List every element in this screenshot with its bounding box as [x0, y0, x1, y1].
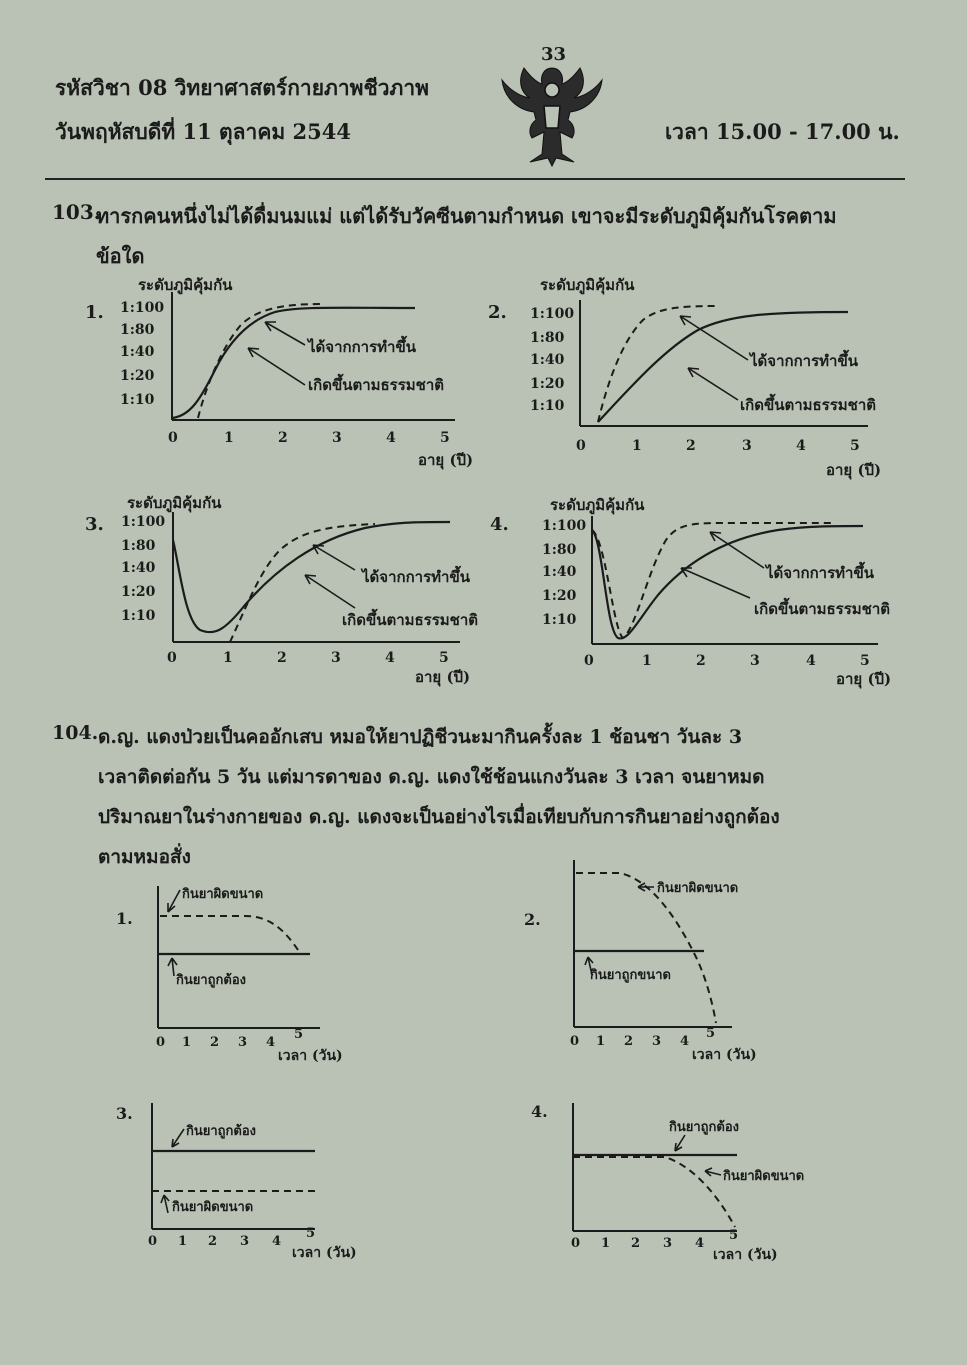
dashed-curve-label: ได้จากการทำขึ้น	[750, 352, 858, 370]
q104-text-line3: ปริมาณยาในร่างกายของ ด.ญ. แดงจะเป็นอย่างไรเมื่อเทียบกับการกินยาอย่างถูกต้อง	[98, 806, 780, 828]
x-axis-label: เวลา (วัน)	[278, 1048, 343, 1064]
q103-option-3-graph	[85, 490, 505, 685]
svg-text:5: 5	[294, 1027, 304, 1042]
svg-text:5: 5	[860, 653, 870, 669]
svg-text:0: 0	[584, 653, 594, 669]
svg-text:1:10: 1:10	[121, 608, 156, 624]
svg-text:3: 3	[750, 653, 760, 669]
option-label: 3.	[85, 514, 104, 535]
svg-text:1:100: 1:100	[542, 518, 587, 534]
svg-text:5: 5	[729, 1228, 739, 1243]
x-axis-label: อายุ (ปี)	[418, 451, 474, 469]
y-axis-label: ระดับภูมิคุ้มกัน	[550, 496, 645, 514]
q104-text-line4: ตามหมอสั่ง	[98, 846, 191, 868]
solid-curve-label: เกิดขึ้นตามธรรมชาติ	[308, 376, 445, 394]
svg-text:4: 4	[386, 430, 396, 446]
q103-option-4-graph	[488, 490, 918, 690]
svg-text:1: 1	[178, 1234, 188, 1249]
page-number: 33	[541, 44, 567, 65]
svg-text:3: 3	[663, 1236, 673, 1251]
svg-text:2: 2	[624, 1034, 634, 1049]
x-axis-label: เวลา (วัน)	[713, 1247, 778, 1263]
dashed-line-label: กินยาผิดขนาด	[172, 1200, 254, 1215]
solid-line-label: กินยาถูกขนาด	[590, 968, 671, 983]
garuda-emblem-icon	[500, 58, 605, 168]
svg-text:2: 2	[277, 650, 287, 666]
solid-line-label: กินยาถูกต้อง	[669, 1120, 740, 1135]
svg-text:0: 0	[570, 1034, 580, 1049]
svg-text:1:10: 1:10	[120, 392, 155, 408]
y-axis-label: ระดับภูมิคุ้มกัน	[127, 494, 222, 512]
option-label: 3.	[116, 1104, 133, 1123]
svg-text:1:40: 1:40	[120, 344, 155, 360]
q103-option-1-graph	[80, 270, 480, 475]
svg-text:3: 3	[332, 430, 342, 446]
svg-text:1:100: 1:100	[121, 514, 166, 530]
svg-text:1:40: 1:40	[530, 352, 565, 368]
svg-text:0: 0	[168, 430, 178, 446]
q104-number: 104.	[52, 722, 99, 744]
x-axis-label: เวลา (วัน)	[692, 1047, 757, 1063]
option-label: 2.	[488, 302, 507, 323]
y-axis-label: ระดับภูมิคุ้มกัน	[138, 276, 233, 294]
option-label: 2.	[524, 910, 541, 929]
option-label: 4.	[531, 1102, 548, 1121]
dashed-curve-label: ได้จากการทำขึ้น	[308, 338, 416, 356]
option-label: 1.	[85, 302, 104, 323]
solid-curve-label: เกิดขึ้นตามธรรมชาติ	[754, 600, 891, 618]
dashed-curve-label: ได้จากการทำขึ้น	[766, 564, 874, 582]
svg-text:4: 4	[695, 1236, 705, 1251]
svg-text:1:100: 1:100	[120, 300, 165, 316]
svg-text:2: 2	[208, 1234, 218, 1249]
svg-text:1: 1	[632, 438, 642, 454]
svg-text:1:20: 1:20	[542, 588, 577, 604]
svg-text:1:20: 1:20	[121, 584, 156, 600]
dashed-line-label: กินยาผิดขนาด	[182, 887, 264, 902]
q103-number: 103.	[52, 200, 101, 224]
svg-text:5: 5	[440, 430, 450, 446]
svg-text:4: 4	[266, 1035, 276, 1050]
solid-curve-label: เกิดขึ้นตามธรรมชาติ	[740, 396, 877, 414]
svg-text:1:80: 1:80	[542, 542, 577, 558]
svg-text:5: 5	[306, 1226, 316, 1241]
svg-text:1:10: 1:10	[542, 612, 577, 628]
svg-text:2: 2	[686, 438, 696, 454]
solid-line-label: กินยาถูกต้อง	[176, 973, 247, 988]
svg-text:1: 1	[642, 653, 652, 669]
x-axis-label: เวลา (วัน)	[292, 1245, 357, 1261]
q104-text-line1: ด.ญ. แดงป่วยเป็นคออักเสบ หมอให้ยาปฏิชีวนะมากินครั้งละ 1 ช้อนชา วันละ 3	[98, 726, 743, 748]
svg-text:1: 1	[596, 1034, 606, 1049]
svg-text:3: 3	[331, 650, 341, 666]
solid-curve-label: เกิดขึ้นตามธรรมชาติ	[342, 611, 479, 629]
option-label: 4.	[490, 514, 509, 535]
svg-text:4: 4	[272, 1234, 282, 1249]
svg-text:5: 5	[850, 438, 860, 454]
svg-text:4: 4	[796, 438, 806, 454]
svg-text:0: 0	[167, 650, 177, 666]
svg-text:1:10: 1:10	[530, 398, 565, 414]
svg-text:0: 0	[156, 1035, 166, 1050]
exam-time: เวลา 15.00 - 17.00 น.	[665, 119, 900, 144]
q103-text-line2: ข้อใด	[96, 244, 145, 268]
q104-option-1-graph	[110, 878, 370, 1068]
svg-text:1:80: 1:80	[120, 322, 155, 338]
svg-text:0: 0	[571, 1236, 581, 1251]
svg-text:1:20: 1:20	[120, 368, 155, 384]
dashed-line-label: กินยาผิดขนาด	[723, 1169, 805, 1184]
svg-text:2: 2	[696, 653, 706, 669]
svg-text:1:80: 1:80	[530, 330, 565, 346]
x-axis-label: อายุ (ปี)	[826, 461, 882, 479]
x-axis-label: อายุ (ปี)	[836, 670, 892, 688]
solid-line-label: กินยาถูกต้อง	[186, 1124, 257, 1139]
svg-text:1: 1	[182, 1035, 192, 1050]
option-label: 1.	[116, 909, 133, 928]
svg-text:1:20: 1:20	[530, 376, 565, 392]
svg-text:2: 2	[631, 1236, 641, 1251]
course-title: รหัสวิชา 08 วิทยาศาสตร์กายภาพชีวภาพ	[55, 75, 430, 100]
x-axis-label: อายุ (ปี)	[415, 668, 471, 686]
svg-text:3: 3	[240, 1234, 250, 1249]
svg-text:1: 1	[223, 650, 233, 666]
header-divider	[45, 178, 905, 180]
svg-text:2: 2	[210, 1035, 220, 1050]
svg-text:5: 5	[439, 650, 449, 666]
y-axis-label: ระดับภูมิคุ้มกัน	[540, 276, 635, 294]
svg-text:3: 3	[652, 1034, 662, 1049]
svg-text:2: 2	[278, 430, 288, 446]
svg-text:1:40: 1:40	[542, 564, 577, 580]
svg-text:1:40: 1:40	[121, 560, 156, 576]
svg-text:4: 4	[385, 650, 395, 666]
q104-option-4-graph	[525, 1095, 825, 1265]
svg-text:1:100: 1:100	[530, 306, 575, 322]
svg-text:3: 3	[238, 1035, 248, 1050]
q103-text-line1: ทารกคนหนึ่งไม่ได้ดื่มนมแม่ แต่ได้รับวัคซีนตามกำหนด เขาจะมีระดับภูมิคุ้มกันโรคตาม	[96, 204, 837, 228]
q104-text-line2: เวลาติดต่อกัน 5 วัน แต่มารดาของ ด.ญ. แดงใช้ช้อนแกงวันละ 3 เวลา จนยาหมด	[98, 766, 765, 788]
q103-option-2-graph	[488, 270, 908, 482]
dashed-line-label: กินยาผิดขนาด	[657, 881, 739, 896]
svg-text:0: 0	[576, 438, 586, 454]
dashed-curve-label: ได้จากการทำขึ้น	[362, 568, 470, 586]
svg-text:4: 4	[680, 1034, 690, 1049]
q104-option-3-graph	[110, 1095, 370, 1265]
exam-date: วันพฤหัสบดีที่ 11 ตุลาคม 2544	[55, 119, 351, 144]
svg-text:4: 4	[806, 653, 816, 669]
svg-text:1: 1	[601, 1236, 611, 1251]
svg-text:5: 5	[706, 1026, 716, 1041]
q104-option-2-graph	[520, 855, 790, 1065]
svg-text:3: 3	[742, 438, 752, 454]
svg-text:1: 1	[224, 430, 234, 446]
svg-text:1:80: 1:80	[121, 538, 156, 554]
svg-text:0: 0	[148, 1234, 158, 1249]
